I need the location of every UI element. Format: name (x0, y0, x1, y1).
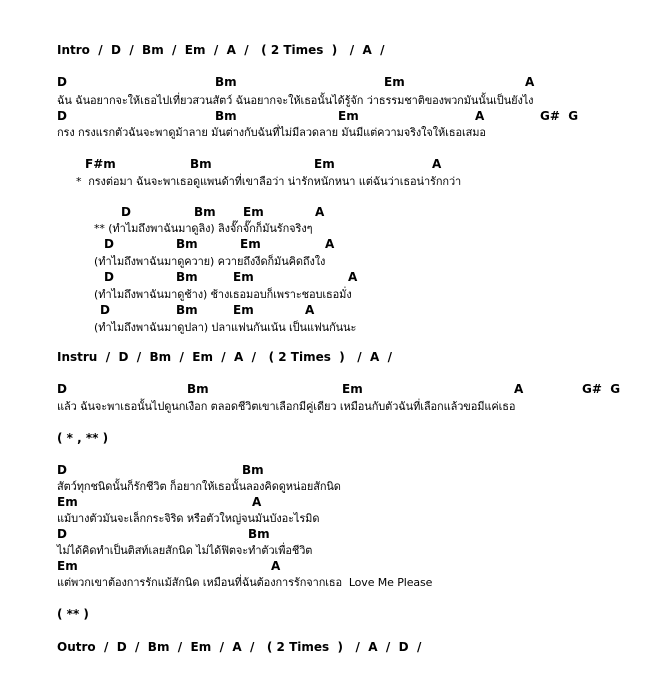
chord: Em (233, 303, 254, 317)
lyric-line: กรง กรงแรกตัวฉันจะพาดูม้าลาย มันต่างกับฉันที่ไม่มีลวดลาย มันมีแต่ความจริงใจให้เธอเสมอ (57, 126, 486, 139)
chord: Bm (248, 527, 270, 541)
chord: A (525, 75, 535, 89)
chord: Em (314, 157, 335, 171)
chord: D (100, 303, 110, 317)
lyric-line: แม้บางตัวมันจะเล็กกระจิริด หรือตัวใหญ่จนมันบังอะไรมิด (57, 512, 320, 525)
chord: D (121, 205, 131, 219)
chord: A (475, 109, 485, 123)
lyric-line: แล้ว ฉันจะพาเธอนั้นไปดูนกเงือก ตลอดชีวิตเขาเลือกมีคู่เดียว เหมือนกับตัวฉันที่เลือกแล้วขอมีแค่เธอ (57, 400, 516, 413)
chord: Em (57, 495, 78, 509)
chord: A (514, 382, 524, 396)
chord: Bm (187, 382, 209, 396)
lyric-line: (ทำไมถึงพาฉันมาดูควาย) ควายถึงงีดก็มันคิดถึงใง (94, 255, 326, 268)
repeat-marker: ( ** ) (57, 607, 89, 621)
chord: Em (342, 382, 363, 396)
chord: D (104, 237, 114, 251)
chord: Em (57, 559, 78, 573)
chord: D (57, 109, 67, 123)
chord: F#m (85, 157, 116, 171)
chord: Bm (176, 270, 198, 284)
chord: Bm (215, 75, 237, 89)
chord: A (348, 270, 358, 284)
chord: Bm (242, 463, 264, 477)
lyric-line: สัตว์ทุกชนิดนั้นก็รักชีวิต ก็อยากให้เธอนั้นลองคิดดูหน่อยสักนิด (57, 480, 341, 493)
lyric-line: แต่พวกเขาต้องการรักแม้สักนิด เหมือนที่ฉันต้องการรักจากเธอ Love Me Please (57, 576, 433, 589)
chord: Bm (194, 205, 216, 219)
chord: Em (243, 205, 264, 219)
chord: A (432, 157, 442, 171)
chord: A (305, 303, 315, 317)
chord: D (57, 75, 67, 89)
chord: D (57, 382, 67, 396)
lyric-line: (ทำไมถึงพาฉันมาดูปลา) ปลาแฟนกันเน้น เป็นแฟนกันนะ (94, 321, 357, 334)
chord: Em (233, 270, 254, 284)
chord: A (315, 205, 325, 219)
instru-line: Instru / D / Bm / Em / A / ( 2 Times ) / A / (57, 350, 393, 364)
chord: Bm (176, 303, 198, 317)
intro-line: Intro / D / Bm / Em / A / ( 2 Times ) / A / (57, 43, 385, 57)
chord: D (104, 270, 114, 284)
outro-line: Outro / D / Bm / Em / A / ( 2 Times ) / A / D / (57, 640, 422, 654)
chord: D (57, 527, 67, 541)
chord: A (252, 495, 262, 509)
chord: G# G (582, 382, 621, 396)
lyric-line: ฉัน ฉันอยากจะให้เธอไปเที่ยวสวนสัตว์ ฉันอยากจะให้เธอนั้นได้รู้จัก ว่าธรรมชาติของพวกมันนั้นเป็นยังไง (57, 94, 534, 107)
lyric-line: ไม่ได้คิดทำเป็นติสท์เลยสักนิด ไม่ได้ฟิตจะทำตัวเพื่อชีวิต (57, 544, 313, 557)
lyric-line: ** (ทำไมถึงพาฉันมาดูลิง) ลิงจั๊กจั๊กก็มันรักจริงๆ (94, 222, 313, 235)
chord: Em (240, 237, 261, 251)
chord: Em (338, 109, 359, 123)
chord: Bm (176, 237, 198, 251)
chord: D (57, 463, 67, 477)
chord: A (271, 559, 281, 573)
chord: Em (384, 75, 405, 89)
chord: Bm (190, 157, 212, 171)
chord: Bm (215, 109, 237, 123)
lyric-line: (ทำไมถึงพาฉันมาดูช้าง) ช้างเธอมอบก็เพราะชอบเธอมั่ง (94, 288, 352, 301)
chord: G# G (540, 109, 579, 123)
lyric-line: * กรงต่อมา ฉันจะพาเธอดูแพนด้าที่เขาลือว่า น่ารักหนักหนา แต่ฉันว่าเธอน่ารักกว่า (76, 175, 462, 188)
repeat-marker: ( * , ** ) (57, 431, 109, 445)
chord: A (325, 237, 335, 251)
